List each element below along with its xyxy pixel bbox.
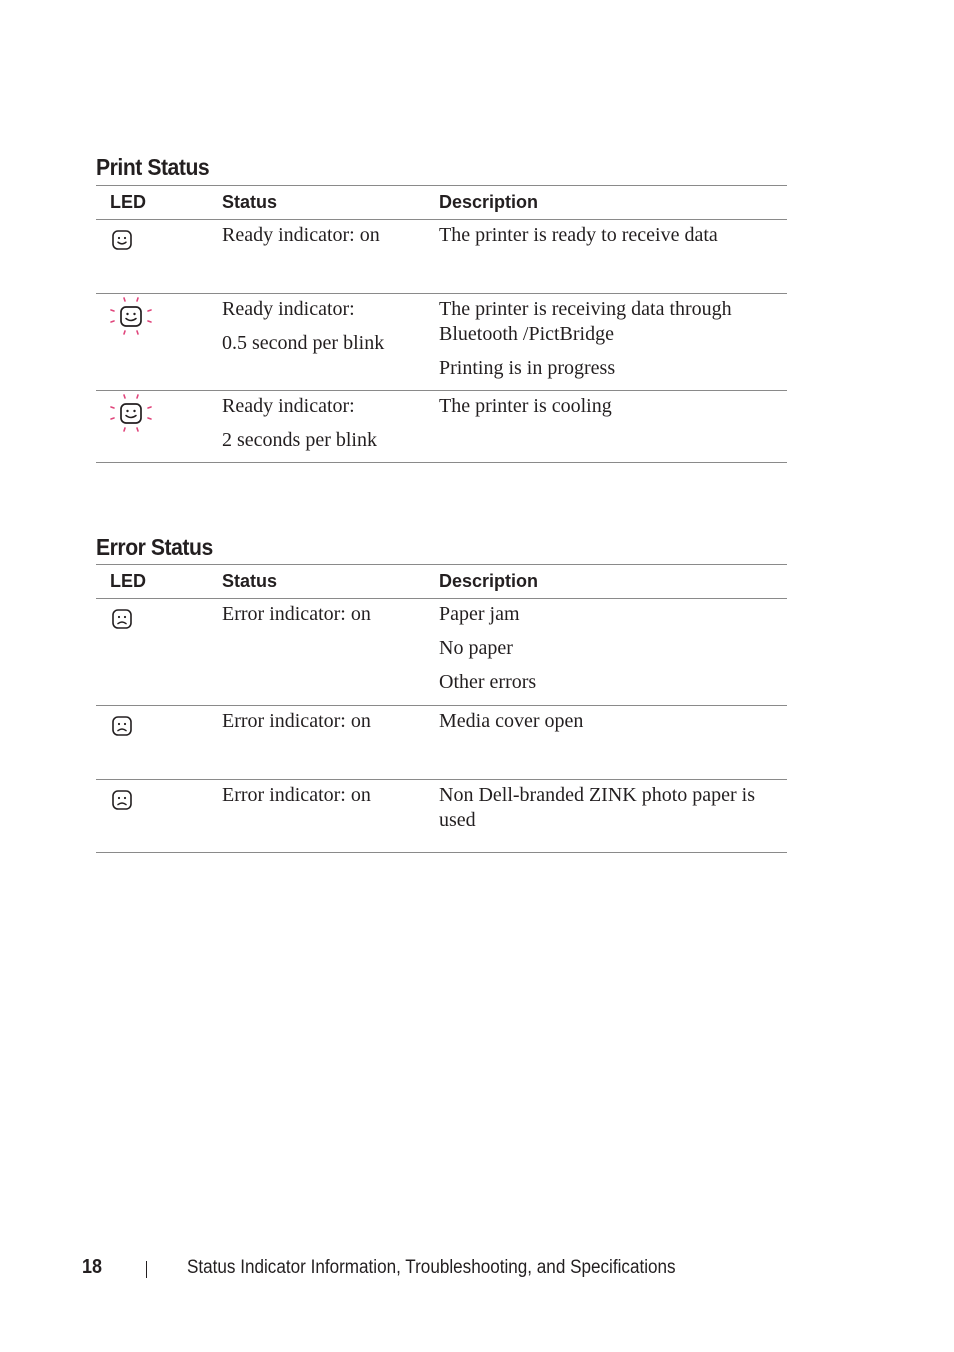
print-status-title: Print Status [96, 154, 210, 180]
table-row [96, 706, 787, 780]
error-status-table [96, 564, 787, 853]
smiley-face-icon [110, 228, 134, 252]
header-led: LED [96, 565, 222, 599]
description-text: Media cover open [439, 710, 584, 732]
description-text: No paper [439, 637, 513, 659]
description-text: The printer is ready to receive data [439, 224, 718, 246]
description-text: Printing is in progress [439, 357, 616, 379]
header-status: Status [222, 565, 439, 599]
error-status-title: Error Status [96, 534, 213, 560]
footer-separator [146, 1261, 147, 1278]
description-text: Other errors [439, 671, 537, 693]
status-text: Error indicator: on [222, 603, 371, 625]
table-row [96, 391, 787, 463]
header-description: Description [439, 186, 787, 220]
description-text: The printer is receiving data through Bluetooth /PictBridge [439, 298, 732, 345]
header-description: Description [439, 565, 787, 599]
status-text: Error indicator: on [222, 784, 371, 806]
print-status-table [96, 185, 787, 463]
table-row [96, 599, 787, 706]
status-text: Ready indicator: [222, 395, 355, 417]
blinking-smiley-face-icon [109, 393, 153, 433]
status-text: Ready indicator: on [222, 224, 380, 246]
description-text: Paper jam [439, 603, 520, 625]
header-led: LED [96, 186, 222, 220]
sad-face-icon [110, 714, 134, 738]
status-text: Error indicator: on [222, 710, 371, 732]
page-footer [0, 1256, 954, 1284]
sad-face-icon [110, 788, 134, 812]
page-number: 18 [82, 1256, 103, 1278]
table-row [96, 220, 787, 294]
table-row [96, 294, 787, 391]
description-text: Non Dell-branded ZINK photo paper is used [439, 784, 756, 831]
status-text: Ready indicator: [222, 298, 355, 320]
status-text: 2 seconds per blink [222, 429, 377, 451]
table-header-row [96, 186, 787, 220]
sad-face-icon [110, 607, 134, 631]
table-row [96, 780, 787, 853]
header-status: Status [222, 186, 439, 220]
blinking-smiley-face-icon [109, 296, 153, 336]
table-header-row [96, 565, 787, 599]
status-text: 0.5 second per blink [222, 332, 385, 354]
description-text: The printer is cooling [439, 395, 612, 417]
footer-title: Status Indicator Information, Troubleshooting, and Specifications [187, 1257, 676, 1278]
